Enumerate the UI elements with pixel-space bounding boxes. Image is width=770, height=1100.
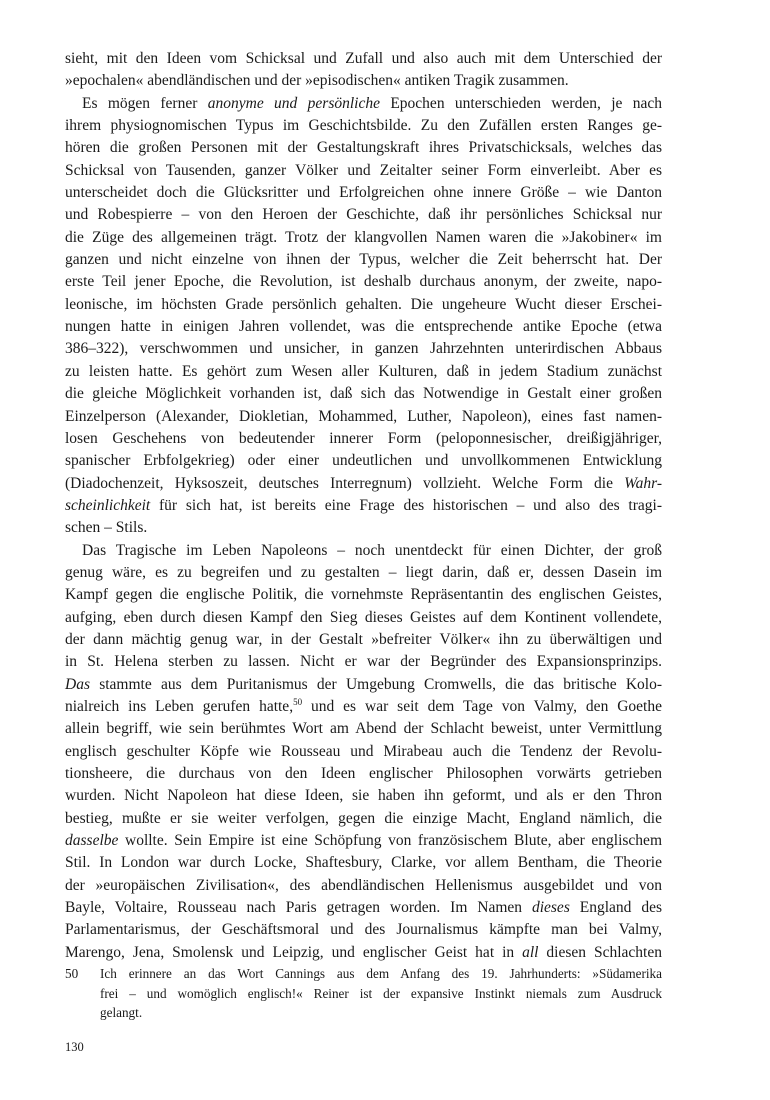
text-segment: die Züge des allgemeinen trägt. Trotz der klangvollen Namen waren die »Jakobiner« im xyxy=(65,228,662,246)
text-segment: Einzelperson (Alexander, Diokletian, Mohammed, Luther, Napoleon), eines fast namen- xyxy=(65,407,662,425)
text-segment: (Diadochenzeit, Hyksoszeit, deutsches Interregnum) vollzieht. Welche Form die xyxy=(65,474,625,492)
text-segment: wurden. Nicht Napoleon hat diese Ideen, sie haben ihn geformt, und als er den Thron xyxy=(65,787,662,805)
body-line xyxy=(65,93,662,115)
body-line xyxy=(65,316,662,338)
text-segment: aufging, eben durch diesen Kampf den Sieg dieses Geistes auf dem Kontinent vollendete, xyxy=(65,608,662,626)
footnote xyxy=(65,964,662,1023)
body-line xyxy=(65,137,662,159)
body-line xyxy=(65,428,662,450)
text-segment: genug wäre, es zu begreifen und zu gestalten – liegt darin, daß er, dessen Dasein im xyxy=(65,563,662,581)
text-segment: spanischer Erbfolgekrieg) oder einer undeutlichen und unvollkommenen Entwicklung xyxy=(65,452,662,470)
text-segment: ihrem physiognomischen Typus im Geschichtsbilde. Zu den Zufällen ersten Ranges ge- xyxy=(65,117,662,135)
body-line xyxy=(65,651,662,673)
text-segment: gelangt. xyxy=(100,1005,143,1020)
text-segment: und Robespierre – von den Heroen der Geschichte, daß ihr persönliches Schicksal nur xyxy=(65,206,662,224)
text-segment: Parlamentarismus, der Geschäftsmoral und des Journalismus kämpfte man bei Valmy, xyxy=(65,921,662,939)
body-line xyxy=(65,607,662,629)
footnote-line xyxy=(100,1003,662,1023)
body-line xyxy=(65,204,662,226)
body-line xyxy=(65,115,662,137)
body-line xyxy=(65,182,662,204)
body-line xyxy=(65,718,662,740)
text-segment: unterscheidet doch die Glücksritter und Erfolgreichen ohne innere Größe – wie Danton xyxy=(65,184,662,202)
body-line xyxy=(65,919,662,941)
text-segment: diesen Schlachten xyxy=(538,943,662,961)
text-segment: England des xyxy=(569,899,662,917)
text-segment: Epochen unterschieden werden, je nach xyxy=(379,94,662,112)
text-segment: Kampf gegen die englische Politik, die vornehmste Repräsentantin des englischen Geistes, xyxy=(65,586,662,604)
text-segment: zu leisten hatte. Es gehört zum Wesen aller Kulturen, daß in jedem Stadium zunächst xyxy=(65,362,662,380)
body-line xyxy=(65,584,662,606)
italic-text: dasselbe xyxy=(65,832,119,850)
body-line xyxy=(65,517,662,539)
italic-text: Wahr- xyxy=(624,474,662,492)
italic-text: Das xyxy=(65,675,90,693)
body-line xyxy=(65,830,662,852)
text-segment: schen – Stils. xyxy=(65,519,148,537)
text-segment: tionsheere, die durchaus von den Ideen englischer Philosophen vorwärts getrieben xyxy=(65,765,662,782)
footnote-reference: 50 xyxy=(293,696,303,707)
text-segment: nialreich ins Leben gerufen hatte, xyxy=(65,697,294,715)
body-line xyxy=(65,942,662,964)
body-line xyxy=(65,540,662,562)
body-line xyxy=(65,674,662,696)
text-segment: erste Teil jener Epoche, die Revolution, ist deshalb durchaus anonym, der zweite, napo- xyxy=(65,273,662,291)
body-line xyxy=(65,897,662,919)
italic-text: dieses xyxy=(531,899,570,917)
footnote-number: 50 xyxy=(65,966,79,981)
text-segment: ganzen und nicht einzelne von ihnen der Typus, welcher die Zeit beherrscht hat. Der xyxy=(65,251,662,269)
text-segment: der »europäischen Zivilisation«, des abendländischen Hellenismus ausgebildet und von xyxy=(65,876,662,894)
body-line xyxy=(65,383,662,405)
text-segment: für sich hat, ist bereits eine Frage des historischen – und also des tragi- xyxy=(150,496,662,514)
text-segment: losen Geschehens von bedeutender innerer Form (peloponnesischer, dreißigjähriger, xyxy=(65,429,662,447)
body-line xyxy=(65,473,662,495)
text-segment: Das Tragische im Leben Napoleons – noch unentdeckt für einen Dichter, der groß xyxy=(82,541,662,559)
body-line xyxy=(65,338,662,360)
italic-text: all xyxy=(522,943,539,961)
text-segment: englisch geschulter Köpfe wie Rousseau und Mirabeau auch die Tendenz der Revolu- xyxy=(65,742,662,760)
text-segment: Es mögen ferner xyxy=(82,94,208,112)
body-line xyxy=(65,160,662,182)
page-number: 130 xyxy=(65,1040,84,1054)
text-segment: Stil. In London war durch Locke, Shaftesbury, Clarke, vor allem Bentham, die Theorie xyxy=(65,854,662,872)
body-line xyxy=(65,741,662,763)
italic-text: anonyme und persönliche xyxy=(207,94,380,112)
body-line xyxy=(65,361,662,383)
body-line xyxy=(65,406,662,428)
body-line xyxy=(65,763,662,785)
text-segment: Marengo, Jena, Smolensk und Leipzig, und englischer Geist hat in xyxy=(65,943,523,961)
body-line xyxy=(65,785,662,807)
body-line xyxy=(65,495,662,517)
body-line xyxy=(65,271,662,293)
text-segment: nungen hatte in einigen Jahren vollendet, was die entsprechende antike Epoche (etwa xyxy=(65,318,662,336)
body-line xyxy=(65,48,662,70)
text-segment: Ich erinnere an das Wort Cannings aus dem Anfang des 19. Jahrhunderts: »Südamerika xyxy=(100,966,662,981)
text-segment: leonische, im höchsten Grade persönlich gehalten. Die ungeheure Wucht dieser Erschei- xyxy=(65,295,662,313)
text-segment: hören die großen Personen mit der Gestaltungskraft ihres Privatschicksals, welches das xyxy=(65,139,662,157)
body-line xyxy=(65,249,662,271)
footnote-line xyxy=(100,984,662,1004)
text-segment: bestieg, mußte er sie weiter verfolgen, gegen die einzige Macht, England nämlich, die xyxy=(65,809,662,827)
text-segment: frei – und womöglich englisch!« Reiner ist der expansive Instinkt niemals zum Ausdruck xyxy=(100,985,662,1001)
text-segment: in St. Helena sterben zu lassen. Nicht er war der Begründer des Expansionsprinzips. xyxy=(65,653,662,671)
text-segment: und es war seit dem Tage von Valmy, den Goethe xyxy=(302,697,662,715)
body-text xyxy=(65,48,662,964)
footnote-text xyxy=(100,964,662,1023)
italic-text: scheinlichkeit xyxy=(65,496,151,514)
body-line xyxy=(65,808,662,830)
body-line xyxy=(65,629,662,651)
text-segment: wollte. Sein Empire ist eine Schöpfung von französischem Blute, aber englischem xyxy=(118,832,662,850)
text-segment: Schicksal von Tausenden, ganzer Völker und Zeitalter seiner Form einverleibt. Aber es xyxy=(65,161,662,179)
body-line xyxy=(65,852,662,874)
body-line xyxy=(65,696,662,718)
text-segment: 386–322), verschwommen und unsicher, in ganzen Jahrzehnten unterirdischen Abbaus xyxy=(65,340,662,358)
text-segment: Bayle, Voltaire, Rousseau nach Paris getragen worden. Im Namen xyxy=(65,899,532,917)
text-segment: stammte aus dem Puritanismus der Umgebung Cromwells, die das britische Kolo- xyxy=(89,675,662,693)
body-line xyxy=(65,875,662,897)
text-segment: sieht, mit den Ideen vom Schicksal und Zufall und also auch mit dem Unterschied der xyxy=(65,50,662,67)
text-segment: »epochalen« abendländischen und der »episodischen« antiken Tragik zusammen. xyxy=(65,72,569,90)
text-segment: der dann mächtig genug war, in der Gestalt »befreiter Völker« ihn zu überwältigen und xyxy=(65,630,662,648)
body-line xyxy=(65,70,662,92)
text-segment: die gleiche Möglichkeit vorhanden ist, daß sich das Notwendige in Gestalt einer großen xyxy=(65,385,662,403)
body-line xyxy=(65,227,662,249)
body-line xyxy=(65,294,662,316)
body-line xyxy=(65,450,662,472)
footnote-line xyxy=(100,964,662,984)
text-segment: allein begriff, wie sein berühmtes Wort am Abend der Schlacht beweist, unter Vermittlung xyxy=(65,720,662,738)
body-line xyxy=(65,562,662,584)
